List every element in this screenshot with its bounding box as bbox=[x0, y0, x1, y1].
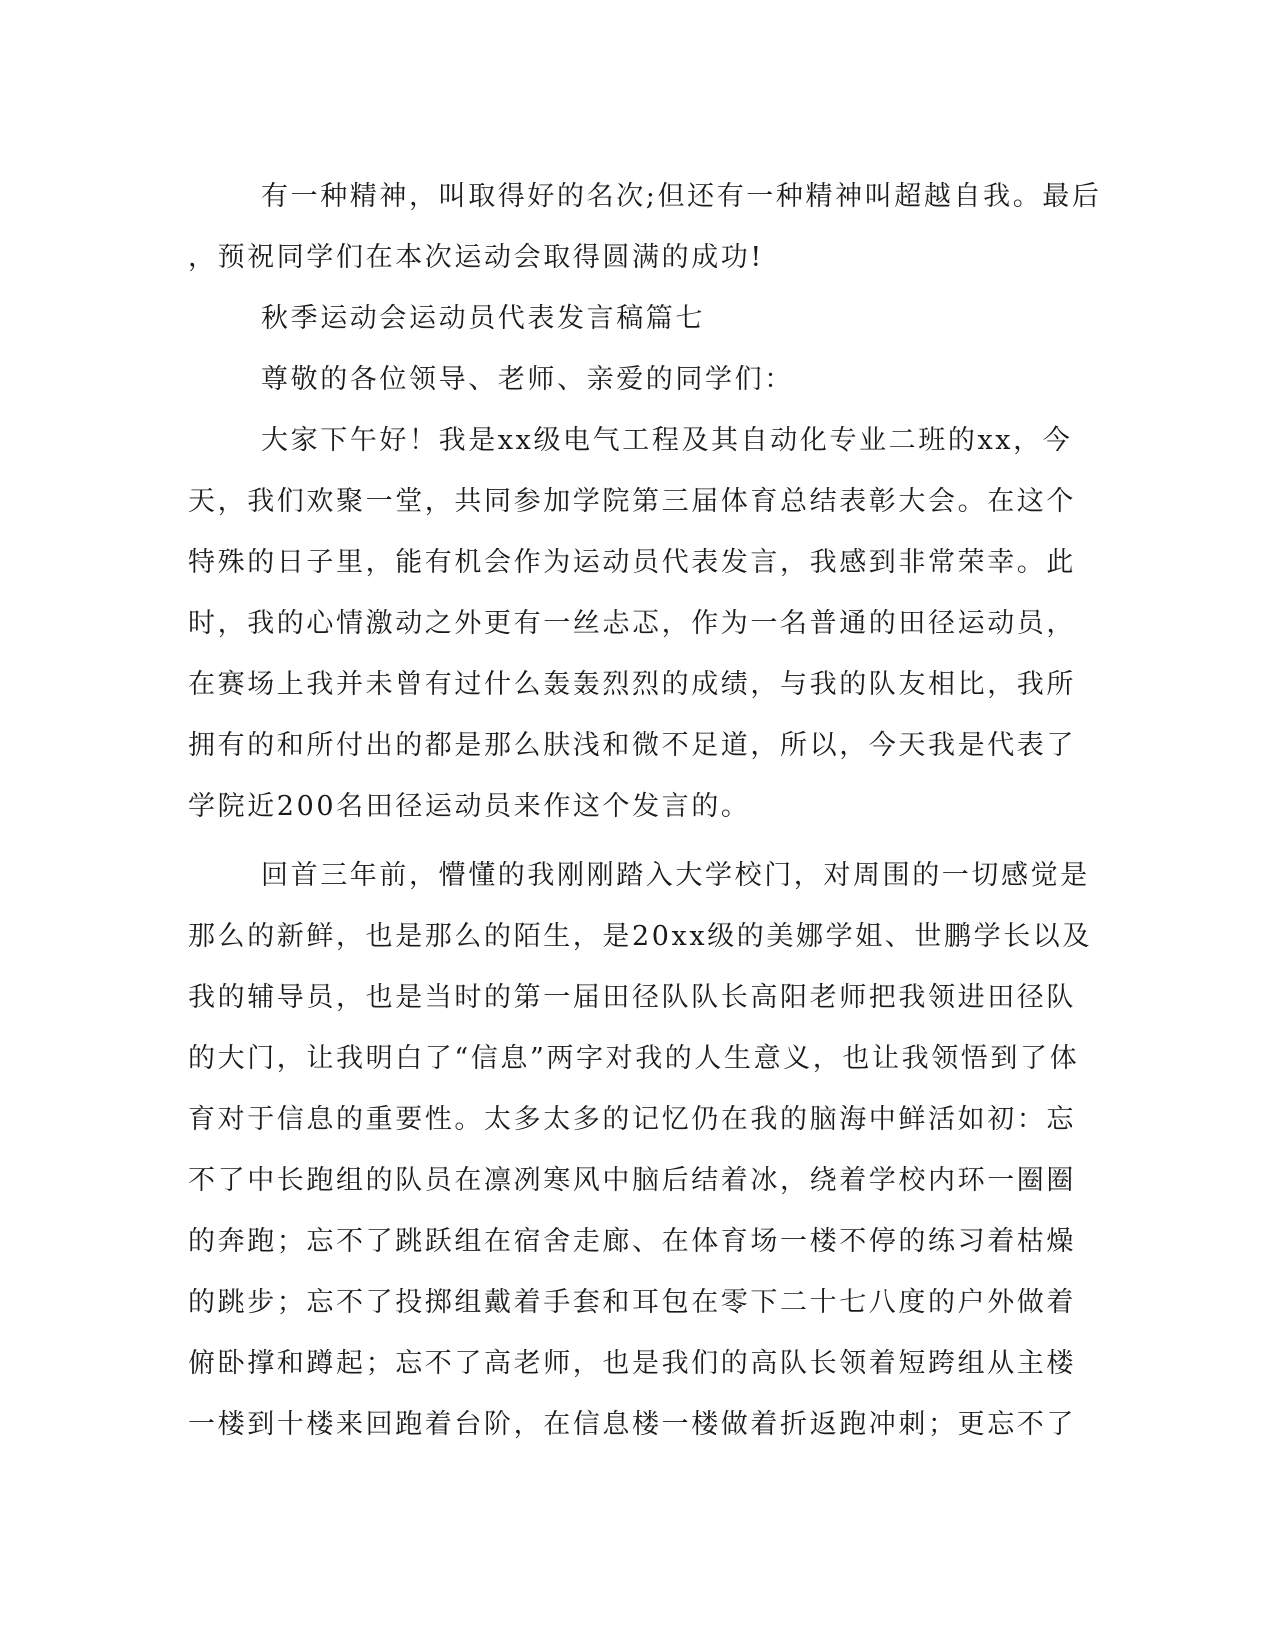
paragraph-line: 特殊的日子里，能有机会作为运动员代表发言，我感到非常荣幸。此 bbox=[188, 547, 1076, 578]
paragraph-line: 一楼到十楼来回跑着台阶，在信息楼一楼做着折返跑冲刺；更忘不了 bbox=[188, 1409, 1076, 1440]
paragraph-line: 天，我们欢聚一堂，共同参加学院第三届体育总结表彰大会。在这个 bbox=[188, 486, 1076, 517]
paragraph-line: 我的辅导员，也是当时的第一届田径队队长高阳老师把我领进田径队 bbox=[188, 982, 1076, 1013]
paragraph-line: 学院近200名田径运动员来作这个发言的。 bbox=[188, 791, 751, 822]
paragraph-line: 时，我的心情激动之外更有一丝忐忑，作为一名普通的田径运动员， bbox=[188, 608, 1076, 639]
paragraph-line: 回首三年前，懵懂的我刚刚踏入大学校门，对周围的一切感觉是 bbox=[261, 860, 1090, 891]
paragraph-line: 那么的新鲜，也是那么的陌生，是20xx级的美娜学姐、世鹏学长以及 bbox=[188, 921, 1093, 952]
paragraph-line: 拥有的和所付出的都是那么肤浅和微不足道，所以，今天我是代表了 bbox=[188, 730, 1076, 761]
paragraph-line: 的奔跑；忘不了跳跃组在宿舍走廊、在体育场一楼不停的练习着枯燥 bbox=[188, 1226, 1076, 1257]
paragraph-line: 不了中长跑组的队员在凛冽寒风中脑后结着冰，绕着学校内环一圈圈 bbox=[188, 1165, 1076, 1196]
salutation: 尊敬的各位领导、老师、亲爱的同学们： bbox=[261, 364, 794, 395]
paragraph-line: 育对于信息的重要性。太多太多的记忆仍在我的脑海中鲜活如初：忘 bbox=[188, 1104, 1076, 1135]
document-body bbox=[188, 166, 1102, 1455]
paragraph-line: 俯卧撑和蹲起；忘不了高老师，也是我们的高队长领着短跨组从主楼 bbox=[188, 1348, 1076, 1379]
paragraph-line: ，预祝同学们在本次运动会取得圆满的成功! bbox=[188, 242, 764, 273]
paragraph-line: 大家下午好！我是xx级电气工程及其自动化专业二班的xx，今 bbox=[261, 425, 1073, 456]
section-heading: 秋季运动会运动员代表发言稿篇七 bbox=[261, 303, 705, 334]
paragraph-line: 有一种精神，叫取得好的名次;但还有一种精神叫超越自我。最后 bbox=[261, 181, 1102, 212]
paragraph-line: 的跳步；忘不了投掷组戴着手套和耳包在零下二十七八度的户外做着 bbox=[188, 1287, 1076, 1318]
paragraph-line: 的大门，让我明白了“信息”两字对我的人生意义，也让我领悟到了体 bbox=[188, 1043, 1080, 1074]
paragraph-line: 在赛场上我并未曾有过什么轰轰烈烈的成绩，与我的队友相比，我所 bbox=[188, 669, 1076, 700]
